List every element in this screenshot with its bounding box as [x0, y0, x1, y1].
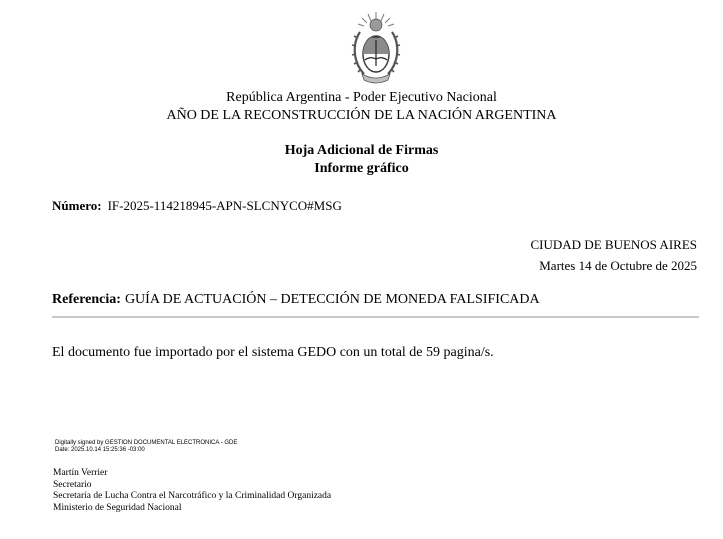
digital-signature-signer: Digitally signed by GESTION DOCUMENTAL ELECTRONICA - GDE — [55, 440, 238, 446]
signer-office: Secretaría de Lucha Contra el Narcotráfico y la Criminalidad Organizada — [53, 491, 332, 501]
document-body: El documento fue importado por el sistema GEDO con un total de 59 pagina/s. — [52, 345, 494, 360]
signer-name: Martín Verrier — [53, 468, 108, 478]
document-number-value: IF-2025-114218945-APN-SLCNYCO#MSG — [107, 198, 342, 213]
document-city: CIUDAD DE BUENOS AIRES — [530, 237, 697, 252]
signer-role: Secretario — [53, 479, 92, 490]
header-year-motto: AÑO DE LA RECONSTRUCCIÓN DE LA NACIÓN ARGENTINA — [166, 108, 557, 123]
digital-signature-stamp — [55, 440, 237, 454]
document-number — [52, 197, 342, 214]
header-government: República Argentina - Poder Ejecutivo Nacional — [226, 90, 497, 105]
reference-value: GUÍA DE ACTUACIÓN – DETECCIÓN DE MONEDA FALSIFICADA — [124, 292, 540, 307]
signer-block — [53, 468, 331, 514]
coat-of-arms-icon — [350, 10, 402, 86]
document-subtitle: Informe gráfico — [314, 161, 409, 176]
signer-ministry: Ministerio de Seguridad Nacional — [53, 502, 182, 513]
reference-label: Referencia: — [52, 292, 121, 307]
document-date: Martes 14 de Octubre de 2025 — [539, 258, 697, 273]
document-title: Hoja Adicional de Firmas — [284, 143, 439, 158]
document-reference — [52, 291, 540, 308]
document-number-label: Número: — [52, 198, 102, 213]
divider — [52, 316, 699, 318]
digital-signature-date: Date: 2025.10.14 15:25:36 -03:00 — [55, 447, 145, 453]
